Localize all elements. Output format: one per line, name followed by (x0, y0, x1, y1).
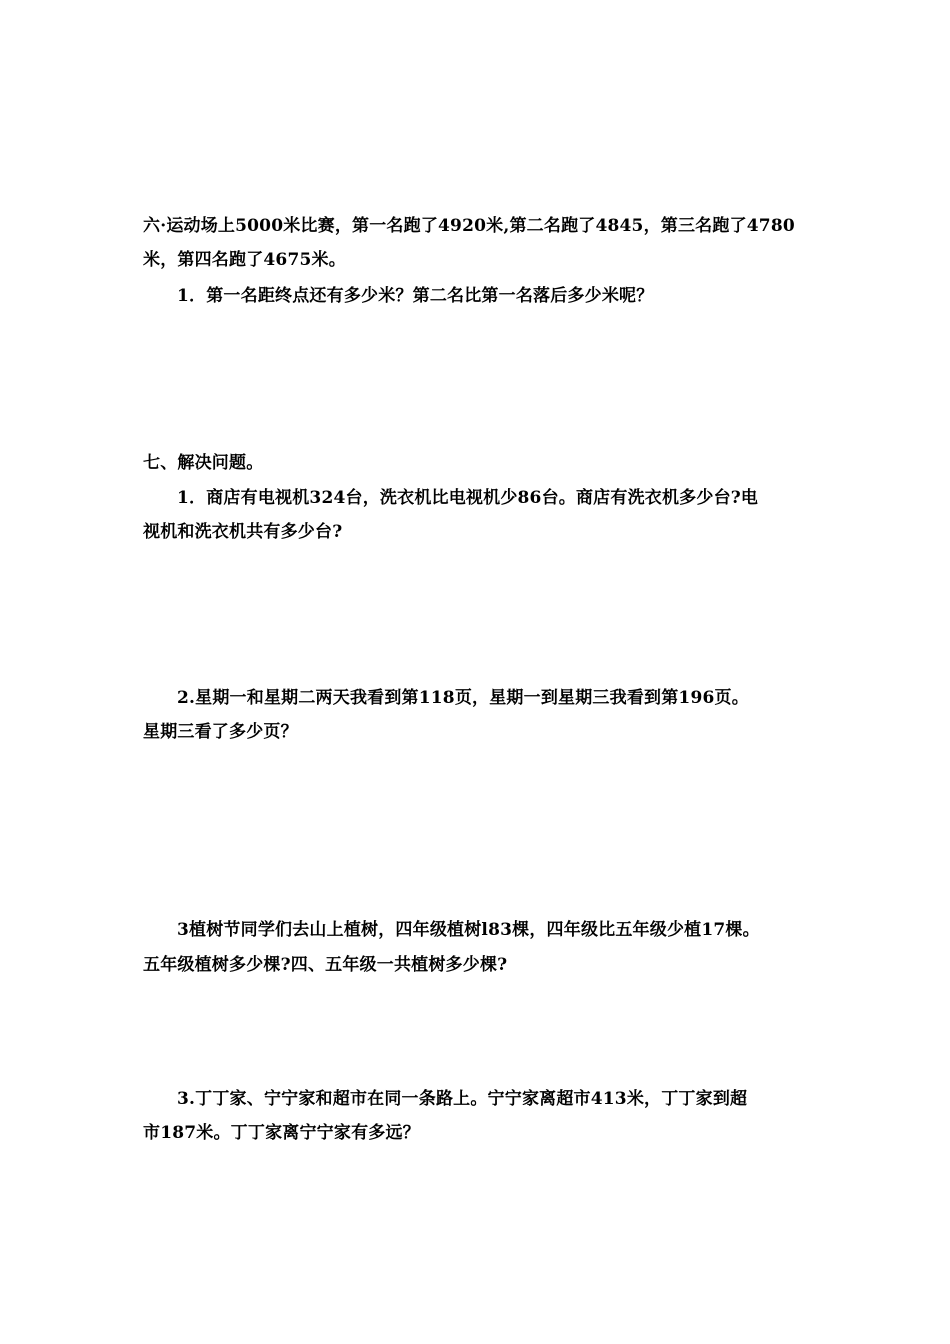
section-7-question-2-line-2: 星期三看了多少页？ (143, 722, 298, 742)
section-7-question-3-line-2: 五年级植树多少棵?四、五年级一共植树多少棵? (143, 955, 508, 975)
section-7-question-4-line-1: 3.丁丁家、宁宁家和超市在同一条路上。宁宁家离超市413米，丁丁家到超 (177, 1089, 748, 1109)
section-7-question-1-line-1: 1．商店有电视机324台，洗衣机比电视机少86台。商店有洗衣机多少台?电 (177, 488, 759, 508)
section-7-question-2-line-1: 2.星期一和星期二两天我看到第118页，星期一到星期三我看到第196页。 (177, 688, 749, 708)
section-6-question-1: 1．第一名距终点还有多少米？第二名比第一名落后多少米呢？ (177, 286, 654, 306)
section-7-question-4-line-2: 市187米。丁丁家离宁宁家有多远？ (143, 1123, 420, 1143)
section-7-question-3-line-1: 3植树节同学们去山上植树，四年级植树l83棵，四年级比五年级少植17棵。 (177, 920, 760, 940)
section-7-question-1-line-2: 视机和洗衣机共有多少台? (143, 522, 343, 542)
section-6-intro-line-1: 六·运动场上5000米比赛，第一名跑了4920米,第二名跑了4845，第三名跑了4780 (143, 216, 795, 236)
section-7-title: 七、解决问题。 (143, 453, 264, 473)
section-6-intro-line-2: 米，第四名跑了4675米。 (143, 250, 346, 270)
